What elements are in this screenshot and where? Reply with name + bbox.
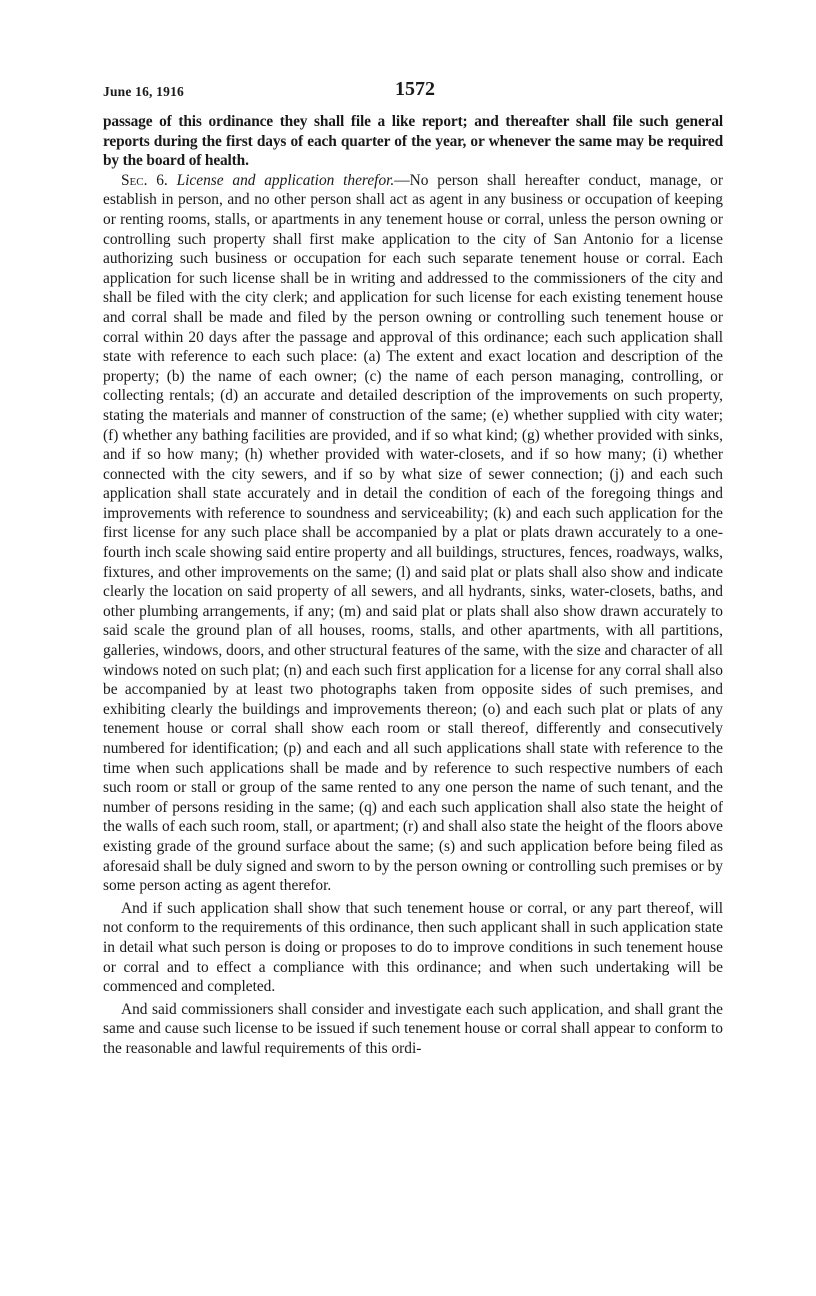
section-body: —No person shall hereafter conduct, manage, or establish in person, and no other person shall act as agent in any business or occupation of keeping or renting rooms, stalls, or apartments in any tenement house or corral, unless the person owning or controlling such property shall first make application to the city of San Antonio for a license authorizing such business or occupation for each such separate tenement house or corral. Each application for such license shall be in writing and addressed to the commissioners of the city and shall be filed with the city clerk; and application for such license for each existing tenement house and corral shall be made and filed by the person owning or controlling such tenement house or corral within 20 days after the passage and approval of this ordinance; each such application shall state with reference to each such place: (a) The extent and exact location and description of the property; (b) the name of each owner; (c) the name of each person managing, controlling, or collecting rentals; (d) an accurate and detailed description of the improvements on such property, stating the materials and manner of construction of the same; (e) whether supplied with city water; (f) whether any bathing facilities are provided, and if so what kind; (g) whether provided with sinks, and if so how many; (h) whether provided with water-closets, and if so how many; (i) whether connected with the city sewers, and if so by what size of sewer connection; (j) and each such application shall state accurately and in detail the condition of each of the foregoing things and improvements with reference to soundness and serviceability; (k) and each such application for the first license for any such place shall be accompanied by a plat or plats drawn accurately to a one-fourth inch scale showing said entire property and all buildings, structures, fences, roadways, walks, fixtures, and other improvements on the same; (l) and said plat or plats shall also show and indicate clearly the location on said property of all sewers, and all hydrants, sinks, water-closets, baths, and other plumbing arrangements, if any; (m) and said plat or plats shall also show drawn accurately to said scale the ground plan of all houses, rooms, stalls, and other apartments, with all partitions, galleries, windows, doors, and other structural features of the same, with the size and character of all windows noted on such plat; (n) and each such first application for a license for any corral shall also be accompanied by at least two photographs taken from opposite sides of such premises, and exhibiting clearly the buildings and improvements thereon; (o) and each such plat or plats of any tenement house or corral shall show each room or stall thereof, differently and consecutively numbered for identification; (p) and each and all such applications shall state with reference to the time when such applications shall be made and by reference to such respective numbers of each such room or stall or group of the same rented to any one person the name of such tenant, and the number of persons residing in the same; (q) and each such application shall also state the height of the walls of each such room, stall, or apartment; (r) and shall also state the height of the floors above existing grade of the ground surface about the same; (s) and such application before being filed as aforesaid shall be duly signed and sworn to by the person owning or controlling such premises or by some person acting as agent therefor. (103, 171, 724, 895)
document-body (103, 112, 723, 1059)
section-title: License and application therefor. (176, 171, 395, 189)
document-page (103, 78, 723, 1059)
page-header (103, 78, 723, 106)
paragraph-continuation: passage of this ordinance they shall file a like report; and thereafter shall file such general reports during the first days of each quarter of the year, or whenever the same may be required by the board of health. (103, 113, 723, 170)
page-number: 1572 (395, 78, 435, 100)
paragraph-nonconformance: And if such application shall show that such tenement house or corral, or any part thereof, will not conform to the requirements of this ordinance, then such applicant shall in such application state in detail what such person is doing or proposes to do to improve conditions in such tenement house or corral and to effect a compliance with this ordinance; and when such undertaking will be commenced and completed. (103, 899, 723, 996)
header-date: June 16, 1916 (103, 84, 184, 99)
section-label: Sec. 6. (121, 171, 168, 189)
paragraph-section-6 (103, 171, 723, 896)
paragraph-commissioners: And said commissioners shall consider and investigate each such application, and shall grant the same and cause such license to be issued if such tenement house or corral shall appear to conform to the reasonable and lawful requirements of this ordi- (103, 1000, 723, 1057)
